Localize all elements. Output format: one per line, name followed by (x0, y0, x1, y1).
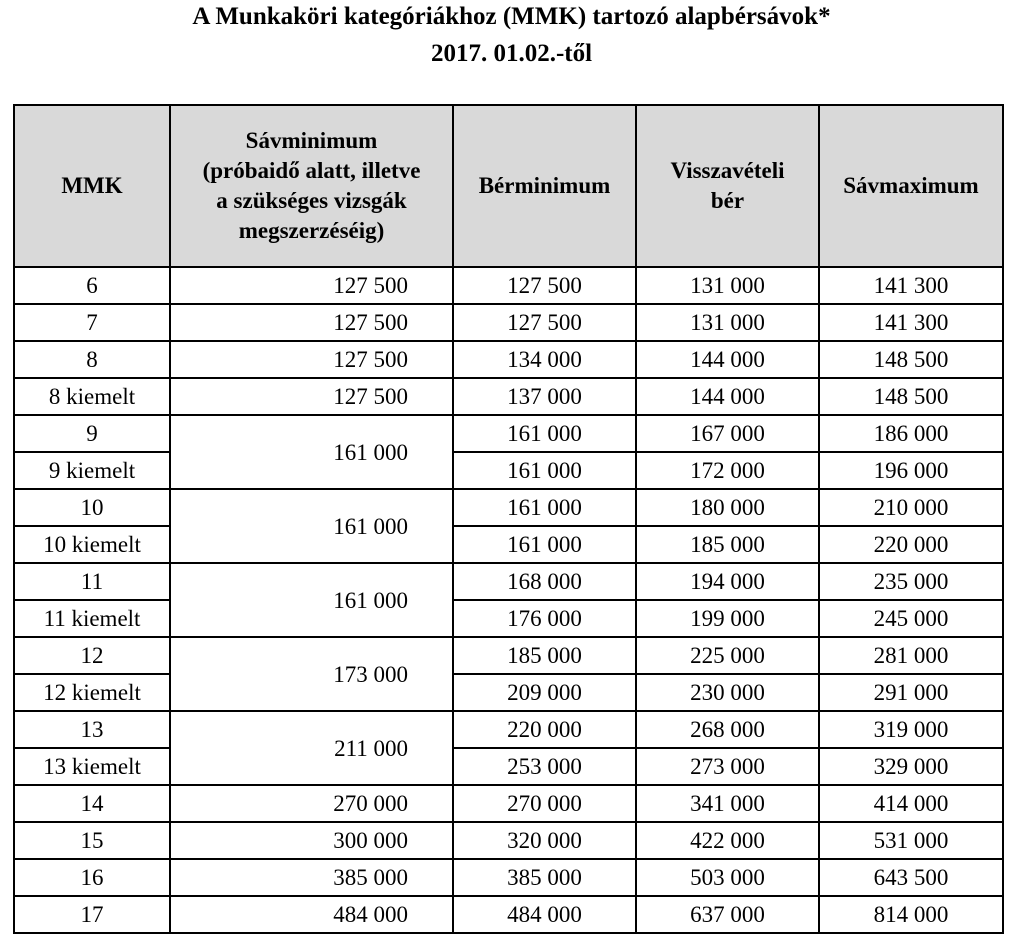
cell-mmk: 6 (14, 267, 170, 304)
header-line: MMK (61, 173, 123, 198)
cell-savmaximum: 186 000 (819, 415, 1003, 452)
header-line: bér (710, 188, 745, 213)
table-row (14, 674, 1003, 711)
cell-berminimum: 385 000 (453, 859, 636, 896)
cell-visszaveteli-ber: 199 000 (636, 600, 819, 637)
cell-berminimum: 161 000 (453, 452, 636, 489)
cell-mmk: 12 (14, 637, 170, 674)
cell-savmaximum: 281 000 (819, 637, 1003, 674)
cell-berminimum: 253 000 (453, 748, 636, 785)
table-header-row (14, 105, 1003, 267)
header-line: megszerzéséig) (238, 218, 385, 243)
cell-mmk: 9 kiemelt (14, 452, 170, 489)
table-row (14, 341, 1003, 378)
cell-savmaximum: 196 000 (819, 452, 1003, 489)
cell-savmaximum: 643 500 (819, 859, 1003, 896)
cell-savmaximum: 210 000 (819, 489, 1003, 526)
cell-mmk: 7 (14, 304, 170, 341)
header-savmaximum (819, 105, 1003, 267)
table-row (14, 452, 1003, 489)
header-line: (próbaidő alatt, illetve (202, 158, 421, 183)
cell-savminimum: 161 000 (170, 489, 453, 563)
cell-berminimum: 484 000 (453, 896, 636, 933)
cell-visszaveteli-ber: 268 000 (636, 711, 819, 748)
table-row (14, 378, 1003, 415)
cell-berminimum: 209 000 (453, 674, 636, 711)
table-row (14, 304, 1003, 341)
cell-visszaveteli-ber: 144 000 (636, 378, 819, 415)
header-line: Bérminimum (478, 173, 611, 198)
cell-savmaximum: 235 000 (819, 563, 1003, 600)
cell-visszaveteli-ber: 131 000 (636, 304, 819, 341)
cell-visszaveteli-ber: 194 000 (636, 563, 819, 600)
cell-savminimum: 385 000 (170, 859, 453, 896)
cell-berminimum: 137 000 (453, 378, 636, 415)
salary-band-table (13, 104, 1004, 934)
cell-mmk: 14 (14, 785, 170, 822)
table-row (14, 822, 1003, 859)
cell-berminimum: 168 000 (453, 563, 636, 600)
cell-savmaximum: 329 000 (819, 748, 1003, 785)
table-row (14, 526, 1003, 563)
cell-mmk: 11 (14, 563, 170, 600)
cell-mmk: 12 kiemelt (14, 674, 170, 711)
cell-berminimum: 161 000 (453, 489, 636, 526)
cell-mmk: 8 kiemelt (14, 378, 170, 415)
cell-berminimum: 320 000 (453, 822, 636, 859)
cell-visszaveteli-ber: 341 000 (636, 785, 819, 822)
cell-visszaveteli-ber: 172 000 (636, 452, 819, 489)
header-berminimum (453, 105, 636, 267)
header-line: a szükséges vizsgák (216, 188, 407, 213)
cell-savmaximum: 531 000 (819, 822, 1003, 859)
cell-mmk: 10 (14, 489, 170, 526)
cell-mmk: 17 (14, 896, 170, 933)
table-row (14, 267, 1003, 304)
table-row (14, 637, 1003, 674)
cell-visszaveteli-ber: 637 000 (636, 896, 819, 933)
cell-visszaveteli-ber: 185 000 (636, 526, 819, 563)
cell-mmk: 16 (14, 859, 170, 896)
header-line: Visszavételi (670, 158, 785, 183)
cell-mmk: 13 (14, 711, 170, 748)
cell-savminimum: 161 000 (170, 563, 453, 637)
cell-mmk: 13 kiemelt (14, 748, 170, 785)
header-line: Sávmaximum (843, 173, 979, 198)
table-row (14, 489, 1003, 526)
table-row (14, 748, 1003, 785)
cell-berminimum: 161 000 (453, 526, 636, 563)
cell-savmaximum: 141 300 (819, 267, 1003, 304)
cell-savminimum: 484 000 (170, 896, 453, 933)
cell-visszaveteli-ber: 230 000 (636, 674, 819, 711)
cell-visszaveteli-ber: 144 000 (636, 341, 819, 378)
cell-savmaximum: 148 500 (819, 341, 1003, 378)
cell-berminimum: 134 000 (453, 341, 636, 378)
table-row (14, 711, 1003, 748)
cell-savminimum: 127 500 (170, 378, 453, 415)
table-row (14, 415, 1003, 452)
table-row (14, 600, 1003, 637)
cell-berminimum: 127 500 (453, 304, 636, 341)
cell-berminimum: 161 000 (453, 415, 636, 452)
cell-visszaveteli-ber: 167 000 (636, 415, 819, 452)
cell-mmk: 15 (14, 822, 170, 859)
cell-berminimum: 176 000 (453, 600, 636, 637)
cell-mmk: 9 (14, 415, 170, 452)
cell-berminimum: 270 000 (453, 785, 636, 822)
table-row (14, 859, 1003, 896)
cell-savminimum: 161 000 (170, 415, 453, 489)
cell-savminimum: 127 500 (170, 267, 453, 304)
header-savminimum (170, 105, 453, 267)
cell-savmaximum: 141 300 (819, 304, 1003, 341)
header-line: Sávminimum (245, 128, 378, 153)
header-visszaveteli-ber (636, 105, 819, 267)
cell-savmaximum: 291 000 (819, 674, 1003, 711)
header-mmk (14, 105, 170, 267)
cell-savminimum: 127 500 (170, 304, 453, 341)
cell-savmaximum: 148 500 (819, 378, 1003, 415)
cell-visszaveteli-ber: 503 000 (636, 859, 819, 896)
cell-visszaveteli-ber: 273 000 (636, 748, 819, 785)
page-subtitle-date: 2017. 01.02.-től (430, 40, 593, 67)
cell-mmk: 8 (14, 341, 170, 378)
cell-mmk: 10 kiemelt (14, 526, 170, 563)
cell-savminimum: 270 000 (170, 785, 453, 822)
cell-savmaximum: 245 000 (819, 600, 1003, 637)
cell-visszaveteli-ber: 422 000 (636, 822, 819, 859)
cell-savmaximum: 414 000 (819, 785, 1003, 822)
table-row (14, 563, 1003, 600)
cell-visszaveteli-ber: 131 000 (636, 267, 819, 304)
cell-savmaximum: 220 000 (819, 526, 1003, 563)
cell-visszaveteli-ber: 180 000 (636, 489, 819, 526)
table-row (14, 785, 1003, 822)
table-row (14, 896, 1003, 933)
cell-berminimum: 127 500 (453, 267, 636, 304)
cell-berminimum: 185 000 (453, 637, 636, 674)
cell-savmaximum: 814 000 (819, 896, 1003, 933)
cell-savmaximum: 319 000 (819, 711, 1003, 748)
cell-savminimum: 127 500 (170, 341, 453, 378)
cell-berminimum: 220 000 (453, 711, 636, 748)
cell-savminimum: 300 000 (170, 822, 453, 859)
cell-visszaveteli-ber: 225 000 (636, 637, 819, 674)
page-title: A Munkaköri kategóriákhoz (MMK) tartozó alapbérsávok* (192, 3, 831, 30)
cell-savminimum: 173 000 (170, 637, 453, 711)
cell-mmk: 11 kiemelt (14, 600, 170, 637)
cell-savminimum: 211 000 (170, 711, 453, 785)
